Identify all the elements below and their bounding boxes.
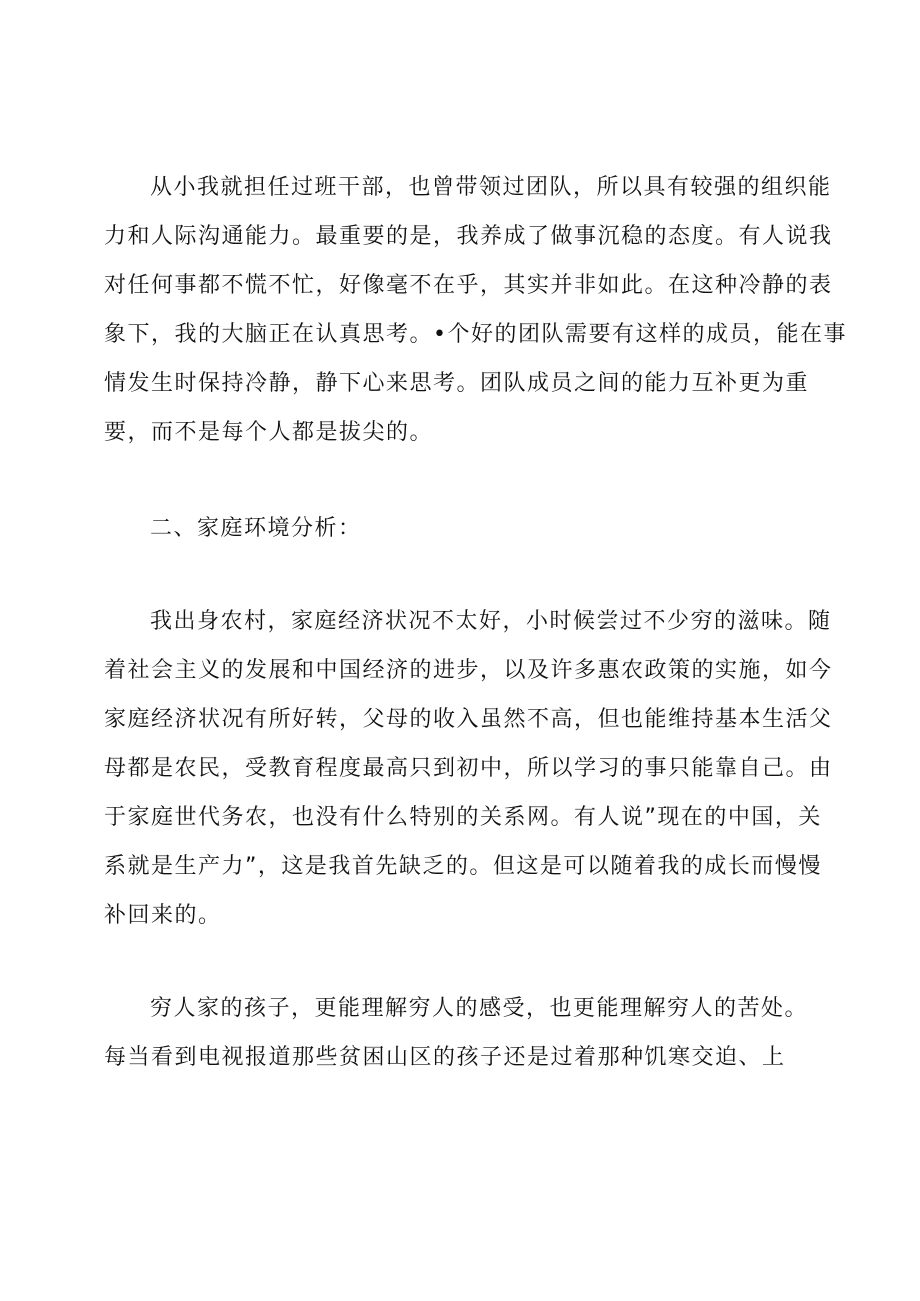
paragraph-1-line-6: 要，而不是每个人都是拔尖的。 (104, 420, 434, 445)
paragraph-2-line-5: 于家庭世代务农，也没有什么特别的关系网。有人说”现在的中国，关 (104, 805, 822, 830)
paragraph-2-line-1: 我出身农村，家庭经济状况不太好，小时候尝过不少穷的滋味。随 (150, 609, 832, 634)
paragraph-1-line-5: 情发生时保持冷静，静下心来思考。团队成员之间的能力互补更为重 (104, 371, 810, 396)
paragraph-2-line-7: 补回来的。 (104, 903, 222, 928)
paragraph-2-line-3: 家庭经济状况有所好转，父母的收入虽然不高，但也能维持基本生活父 (104, 707, 833, 732)
paragraph-1-line-1: 从小我就担任过班干部，也曾带领过团队，所以具有较强的组织能 (150, 175, 832, 200)
paragraph-1-line-4: 象下，我的大脑正在认真思考。•个好的团队需要有这样的成员，能在事 (104, 322, 847, 347)
paragraph-2-line-4: 母都是农民，受教育程度最高只到初中，所以学习的事只能靠自己。由 (104, 756, 833, 781)
section-heading: 二、家庭环境分析： (150, 516, 362, 541)
paragraph-1-line-3: 对任何事都不慌不忙，好像毫不在乎，其实并非如此。在这种冷静的表 (104, 273, 833, 298)
paragraph-3-line-2: 每当看到电视报道那些贫困山区的孩子还是过着那种饥寒交迫、上 (104, 1045, 786, 1070)
paragraph-2-line-2: 着社会主义的发展和中国经济的进步，以及许多惠农政策的实施，如今 (104, 658, 833, 683)
paragraph-3-line-1: 穷人家的孩子，更能理解穷人的感受，也更能理解穷人的苦处。 (150, 996, 809, 1021)
paragraph-2-line-6: 系就是生产力”，这是我首先缺乏的。但这是可以随着我的成长而慢慢 (104, 854, 822, 879)
paragraph-1-line-2: 力和人际沟通能力。最重要的是，我养成了做事沉稳的态度。有人说我 (104, 224, 833, 249)
